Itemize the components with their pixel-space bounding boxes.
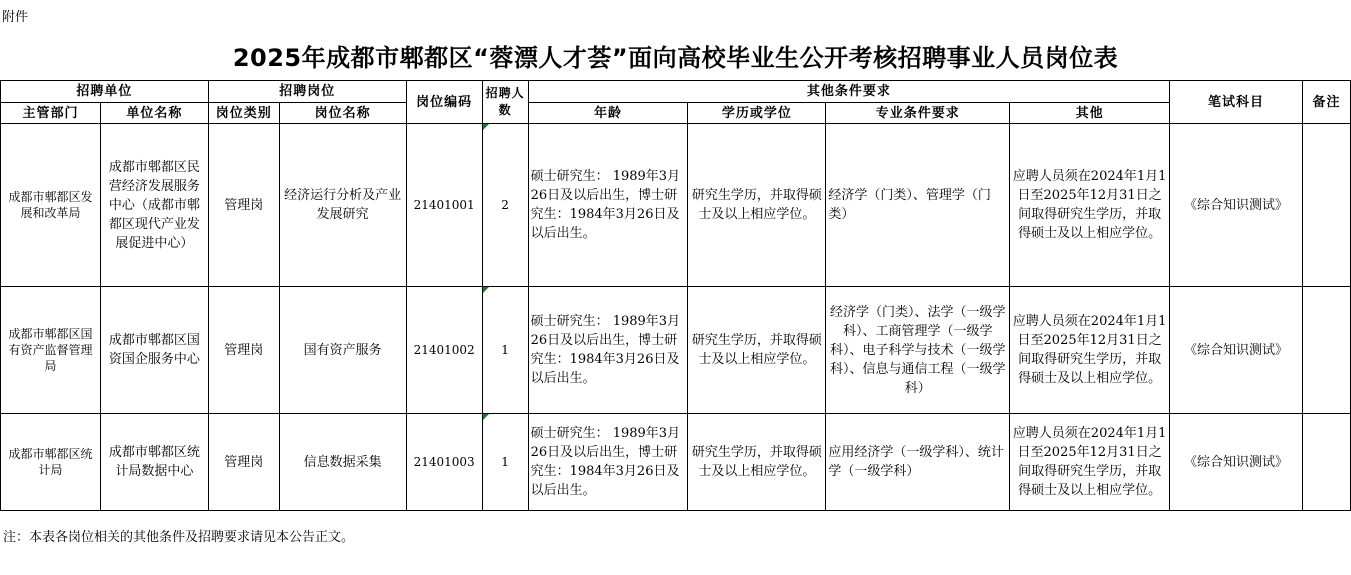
cell-remark — [1302, 287, 1350, 414]
header-row-2 — [1, 103, 1351, 124]
cell-education: 研究生学历，并取得硕士及以上相应学位。 — [688, 287, 826, 414]
header-major: 专业条件要求 — [826, 103, 1010, 124]
cell-other: 应聘人员须在2024年1月1日至2025年12月31日之间取得研究生学历，并取得硕士及以上相应学位。 — [1010, 414, 1170, 511]
header-row-1 — [1, 81, 1351, 103]
cell-count: 1 — [482, 287, 528, 414]
cell-unit: 成都市郫都区国资国企服务中心 — [100, 287, 208, 414]
cell-age: 硕士研究生： 1989年3月26日及以后出生，博士研究生：1984年3月26日及以后出生。 — [528, 287, 688, 414]
cell-other: 应聘人员须在2024年1月1日至2025年12月31日之间取得研究生学历，并取得硕士及以上相应学位。 — [1010, 124, 1170, 287]
cell-education: 研究生学历，并取得硕士及以上相应学位。 — [688, 124, 826, 287]
page-title: 2025年成都市郫都区“蓉漂人才荟”面向高校毕业生公开考核招聘事业人员岗位表 — [232, 44, 1119, 72]
table-row — [1, 287, 1351, 414]
header-other: 其他 — [1010, 103, 1170, 124]
cell-unit: 成都市郫都区民营经济发展服务中心（成都市郫都区现代产业发展促进中心） — [100, 124, 208, 287]
header-remark: 备注 — [1302, 81, 1350, 124]
table-row — [1, 414, 1351, 511]
cell-remark — [1302, 124, 1350, 287]
cell-unit: 成都市郫都区统计局数据中心 — [100, 414, 208, 511]
header-age: 年龄 — [528, 103, 688, 124]
cell-other: 应聘人员须在2024年1月1日至2025年12月31日之间取得研究生学历，并取得硕士及以上相应学位。 — [1010, 287, 1170, 414]
cell-remark — [1302, 414, 1350, 511]
cell-dept: 成都市郫都区统计局 — [1, 414, 101, 511]
cell-exam: 《综合知识测试》 — [1170, 124, 1303, 287]
cell-dept: 成都市郫都区发展和改革局 — [1, 124, 101, 287]
cell-major: 经济学（门类）、管理学（门类） — [826, 124, 1010, 287]
cell-age: 硕士研究生： 1989年3月26日及以后出生，博士研究生：1984年3月26日及以后出生。 — [528, 124, 688, 287]
cell-exam: 《综合知识测试》 — [1170, 414, 1303, 511]
cell-code: 21401003 — [406, 414, 482, 511]
header-exam: 笔试科目 — [1170, 81, 1303, 124]
cell-type: 管理岗 — [208, 414, 279, 511]
cell-type: 管理岗 — [208, 287, 279, 414]
header-education: 学历或学位 — [688, 103, 826, 124]
cell-code: 21401002 — [406, 287, 482, 414]
header-post-group: 招聘岗位 — [208, 81, 406, 103]
header-unit-group: 招聘单位 — [1, 81, 209, 103]
cell-dept: 成都市郫都区国有资产监督管理局 — [1, 287, 101, 414]
cell-major: 应用经济学（一级学科）、统计学（一级学科） — [826, 414, 1010, 511]
header-unit-name: 单位名称 — [100, 103, 208, 124]
recruitment-table — [0, 80, 1351, 511]
cell-education: 研究生学历，并取得硕士及以上相应学位。 — [688, 414, 826, 511]
cell-post: 信息数据采集 — [279, 414, 406, 511]
header-count: 招聘人数 — [482, 81, 528, 124]
cell-age: 硕士研究生： 1989年3月26日及以后出生，博士研究生：1984年3月26日及以后出生。 — [528, 414, 688, 511]
table-row — [1, 124, 1351, 287]
footnote: 注：本表各岗位相关的其他条件及招聘要求请见本公告正文。 — [3, 530, 355, 545]
header-post-type: 岗位类别 — [208, 103, 279, 124]
header-conditions-group: 其他条件要求 — [528, 81, 1169, 103]
cell-major: 经济学（门类）、法学（一级学科）、工商管理学（一级学科）、电子科学与技术（一级学科）、信息与通信工程（一级学科） — [826, 287, 1010, 414]
cell-post: 国有资产服务 — [279, 287, 406, 414]
cell-count: 1 — [482, 414, 528, 511]
cell-code: 21401001 — [406, 124, 482, 287]
cell-exam: 《综合知识测试》 — [1170, 287, 1303, 414]
cell-post: 经济运行分析及产业发展研究 — [279, 124, 406, 287]
attachment-label: 附件 — [2, 10, 29, 25]
cell-type: 管理岗 — [208, 124, 279, 287]
header-post-name: 岗位名称 — [279, 103, 406, 124]
header-code: 岗位编码 — [406, 81, 482, 124]
header-dept: 主管部门 — [1, 103, 101, 124]
cell-count: 2 — [482, 124, 528, 287]
